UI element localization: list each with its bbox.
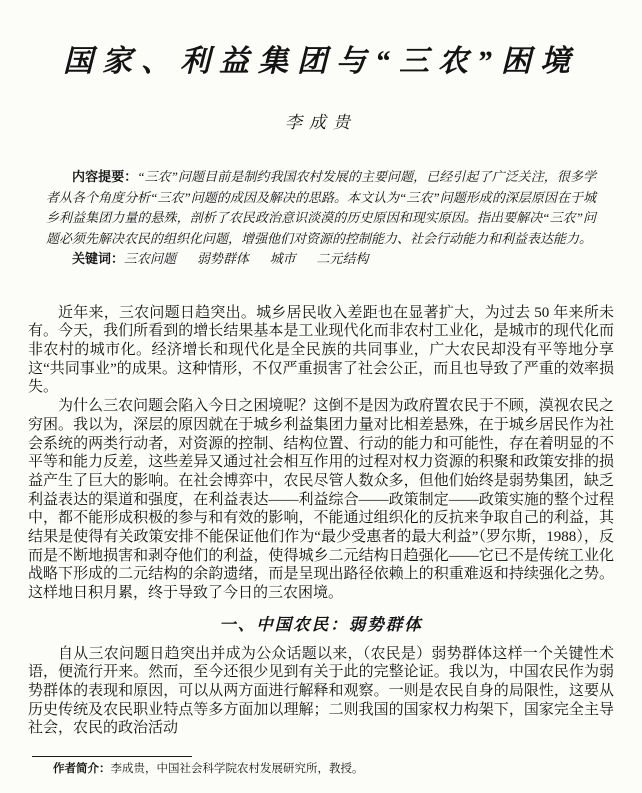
- body-paragraph: 为什么三农问题会陷入今日之困境呢？这倒不是因为政府置农民于不顾，漠视农民之穷困。我以为，深层的原因就在于城乡利益集团力量对比相差悬殊，在于城乡居民作为社会系统的两类行动者，对资源的控制、结构位置、行动的能力和可能性，存在着明显的不平等和能力反差，这些差异又通过社会相互作用的过程对权力资源的积聚和政策安排的损益产生了巨大的影响。在社会博弈中，农民尽管人数众多，但他们始终是弱势集团，缺乏利益表达的渠道和强度，在利益表达——利益综合——政策制定——政策实施的整个过程中，都不能形成积极的参与和有效的影响，不能通过组织化的反抗来争取自己的利益，其结果是使得有关政策安排不能保证他们作为“最少受惠者的最大利益”（罗尔斯，1988），反而是不断地损害和剥夺他们的利益，使得城乡二元结构日趋强化——它已不是传统工业化战略下形成的二元结构的余韵遗绪，而是呈现出路径依赖上的积重难返和持续强化之势。这样地日积月累，终于导致了今日的三农困境。: [28, 398, 614, 602]
- author-name: 李成贵: [285, 113, 357, 133]
- keywords-label: 关键词：: [72, 251, 125, 267]
- abstract-block: [46, 167, 596, 249]
- author-bio-label: 作者简介：: [53, 763, 111, 775]
- paper-title: 国家、利益集团与“三农”困境: [63, 45, 579, 79]
- author-bio: [30, 762, 614, 777]
- footnote-rule: [32, 756, 192, 757]
- author-bio-text: 李成贵，中国社会科学院农村发展研究所，教授。: [110, 763, 364, 775]
- keyword-item: 弱势群体: [196, 251, 249, 267]
- abstract-label: 内容提要：: [72, 169, 138, 185]
- keyword-item: 城市: [269, 251, 296, 267]
- article-body: [28, 304, 614, 738]
- abstract-text: “三农”问题目前是制约我国农村发展的主要问题，已经引起了广泛关注，很多学者从各个角度分析“三农”问题的成因及解决的思路。本文认为“三农”问题形成的深层原因在于城乡利益集团力量的悬殊，剖析了农民政治意识淡漠的历史原因和现实原因。指出要解决“三农”问题必须先解决农民的组织化问题，增强他们对资源的控制能力、社会行动能力和利益表达能力。: [46, 169, 596, 246]
- body-paragraph: 近年来，三农问题日趋突出。城乡居民收入差距也在显著扩大，为过去 50 年来所未有。今天，我们所看到的增长结果基本是工业现代化而非农村工业化，是城市的现代化而非农村的城市化。经济增长和现代化是全民族的共同事业，广大农民却没有平等地分享这“共同事业”的成果。这种情形，不仅严重损害了社会公正，而且也导致了严重的效率损失。: [28, 304, 614, 396]
- body-paragraph: 自从三农问题日趋突出并成为公众话题以来，（农民是）弱势群体这样一个关键性术语，便流行开来。然而，至今还很少见到有关于此的完整论证。我以为，中国农民作为弱势群体的表现和原因，可以从两方面进行解释和观察。一则是农民自身的局限性，这要从历史传统及农民职业特点等多方面加以理解；二则我国的国家权力构架下，国家完全主导社会，农民的政治活动: [28, 645, 614, 737]
- keyword-item: 三农问题: [124, 251, 177, 267]
- keyword-item: 二元结构: [316, 251, 369, 267]
- section-heading: 一、中国农民：弱势群体: [219, 614, 423, 634]
- keywords-line: [46, 249, 596, 270]
- footnote-area: [30, 756, 614, 777]
